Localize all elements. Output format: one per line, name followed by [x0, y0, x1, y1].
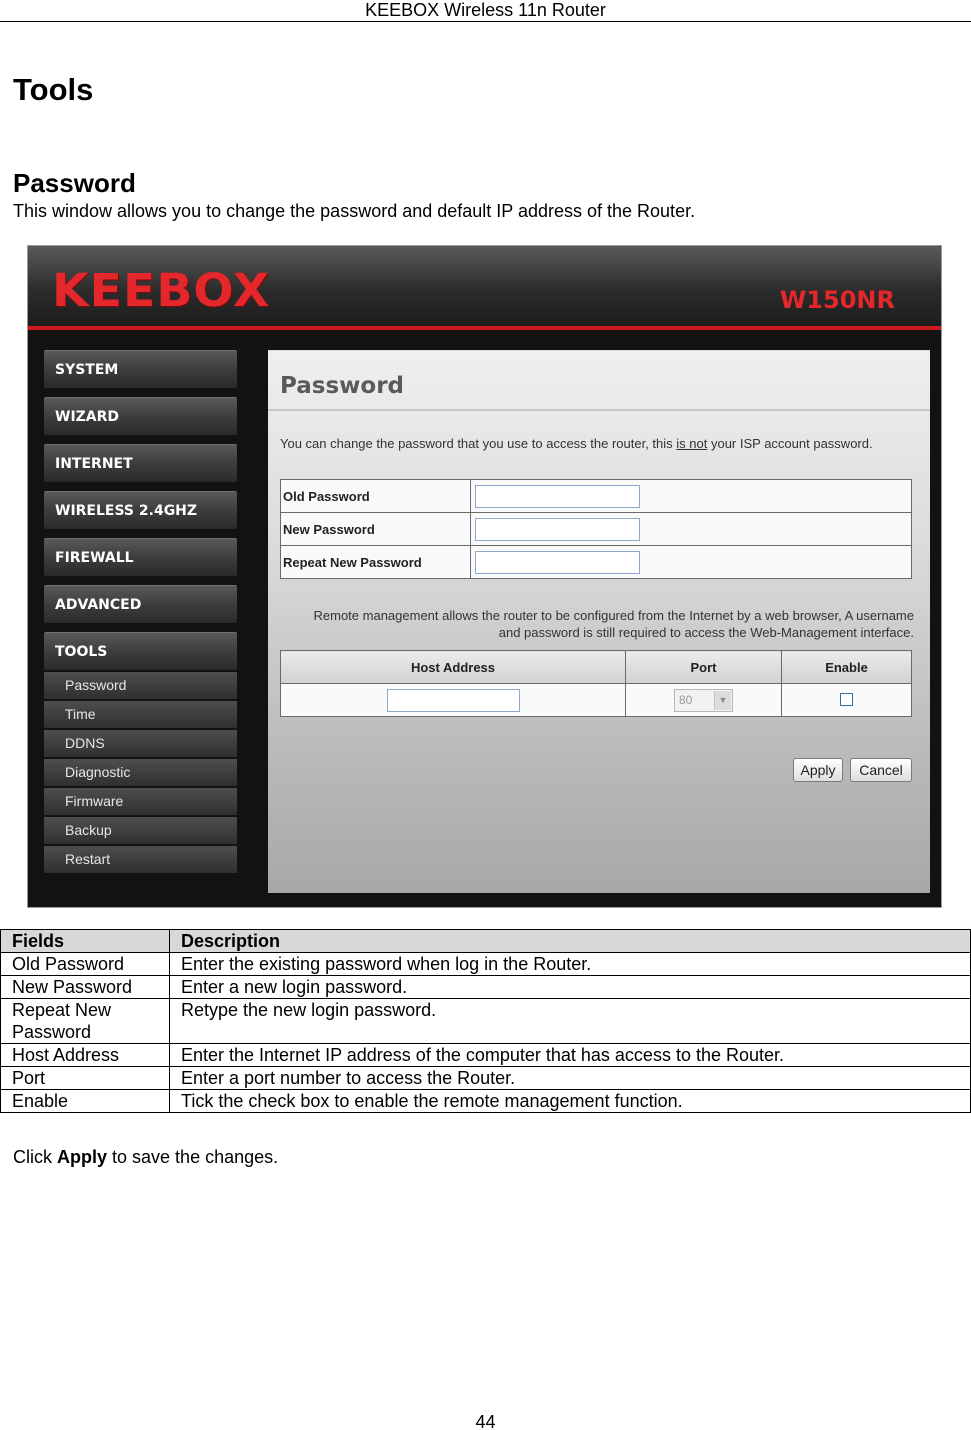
intro-text: This window allows you to change the password and default IP address of the Router. — [13, 201, 696, 221]
new-password-row — [281, 513, 912, 546]
old-password-row — [281, 480, 912, 513]
subnav-firmware[interactable]: Firmware — [44, 788, 237, 815]
host-address-header: Host Address — [281, 651, 626, 684]
section-title: Tools — [13, 72, 94, 107]
old-password-label: Old Password — [281, 480, 471, 513]
panel-desc-underlined: is not — [676, 436, 708, 451]
nav-wizard[interactable]: WIZARD — [44, 397, 237, 435]
subnav-time[interactable]: Time — [44, 701, 237, 728]
password-form — [280, 479, 912, 579]
repeat-password-input[interactable] — [475, 551, 640, 574]
table-row — [1, 999, 971, 1044]
nav-system[interactable]: SYSTEM — [44, 350, 237, 388]
nav-internet[interactable]: INTERNET — [44, 444, 237, 482]
running-header: KEEBOX Wireless 11n Router — [0, 0, 971, 22]
fields-header-row — [1, 930, 971, 953]
subnav-diagnostic[interactable]: Diagnostic — [44, 759, 237, 786]
apply-note-suffix: to save the changes. — [107, 1147, 279, 1167]
fields-header: Fields — [1, 930, 170, 953]
apply-note — [13, 1147, 278, 1168]
subnav-password[interactable]: Password — [44, 672, 237, 699]
subnav-backup[interactable]: Backup — [44, 817, 237, 844]
panel-divider — [268, 409, 930, 411]
field-name: Enable — [1, 1090, 170, 1113]
table-row — [1, 953, 971, 976]
table-row — [1, 1067, 971, 1090]
chevron-down-icon: ▼ — [714, 691, 731, 710]
new-password-label: New Password — [281, 513, 471, 546]
fields-table — [0, 929, 971, 1113]
sidebar-nav — [44, 350, 237, 875]
subnav-ddns[interactable]: DDNS — [44, 730, 237, 757]
keebox-logo: KEEBOX — [52, 264, 271, 317]
field-name: Old Password — [1, 953, 170, 976]
router-header — [28, 246, 941, 330]
field-name: Host Address — [1, 1044, 170, 1067]
repeat-password-label: Repeat New Password — [281, 546, 471, 579]
panel-desc-part1: You can change the password that you use to access the router, this — [280, 436, 677, 451]
router-screenshot — [27, 245, 942, 908]
port-select[interactable] — [674, 689, 733, 712]
panel-description — [280, 435, 880, 452]
new-password-input[interactable] — [475, 518, 640, 541]
table-row — [1, 1090, 971, 1113]
field-name: Port — [1, 1067, 170, 1090]
old-password-input[interactable] — [475, 485, 640, 508]
field-name: Repeat New Password — [1, 999, 170, 1044]
port-value: 80 — [679, 692, 693, 707]
panel-desc-part2: your ISP account password. — [707, 436, 873, 451]
apply-note-bold: Apply — [57, 1147, 108, 1167]
field-description: Retype the new login password. — [170, 999, 971, 1044]
nav-advanced[interactable]: ADVANCED — [44, 585, 237, 623]
port-header: Port — [626, 651, 782, 684]
field-description: Tick the check box to enable the remote management function. — [170, 1090, 971, 1113]
enable-header: Enable — [782, 651, 912, 684]
remote-management-note: Remote management allows the router to be configured from the Internet by a web browser, A username and password is still required to access the Web-Management interface. — [313, 608, 914, 640]
cancel-button[interactable]: Cancel — [850, 758, 912, 782]
field-description: Enter the Internet IP address of the computer that has access to the Router. — [170, 1044, 971, 1067]
host-address-input[interactable] — [387, 689, 520, 712]
field-description: Enter a new login password. — [170, 976, 971, 999]
page-number: 44 — [475, 1412, 496, 1430]
nav-tools[interactable]: TOOLS — [44, 632, 237, 670]
nav-wireless[interactable]: WIRELESS 2.4GHZ — [44, 491, 237, 529]
description-header: Description — [170, 930, 971, 953]
subnav-restart[interactable]: Restart — [44, 846, 237, 873]
table-row — [1, 1044, 971, 1067]
remote-management-table — [280, 650, 912, 717]
field-name: New Password — [1, 976, 170, 999]
apply-note-prefix: Click — [13, 1147, 57, 1167]
content-panel — [268, 350, 930, 893]
apply-button[interactable]: Apply — [793, 758, 843, 782]
panel-title: Password — [280, 373, 404, 399]
model-name: W150NR — [779, 286, 895, 314]
table-row — [1, 976, 971, 999]
repeat-password-row — [281, 546, 912, 579]
field-description: Enter a port number to access the Router. — [170, 1067, 971, 1090]
subsection-title: Password — [13, 168, 136, 198]
field-description: Enter the existing password when log in the Router. — [170, 953, 971, 976]
enable-checkbox[interactable] — [840, 693, 853, 706]
nav-firewall[interactable]: FIREWALL — [44, 538, 237, 576]
